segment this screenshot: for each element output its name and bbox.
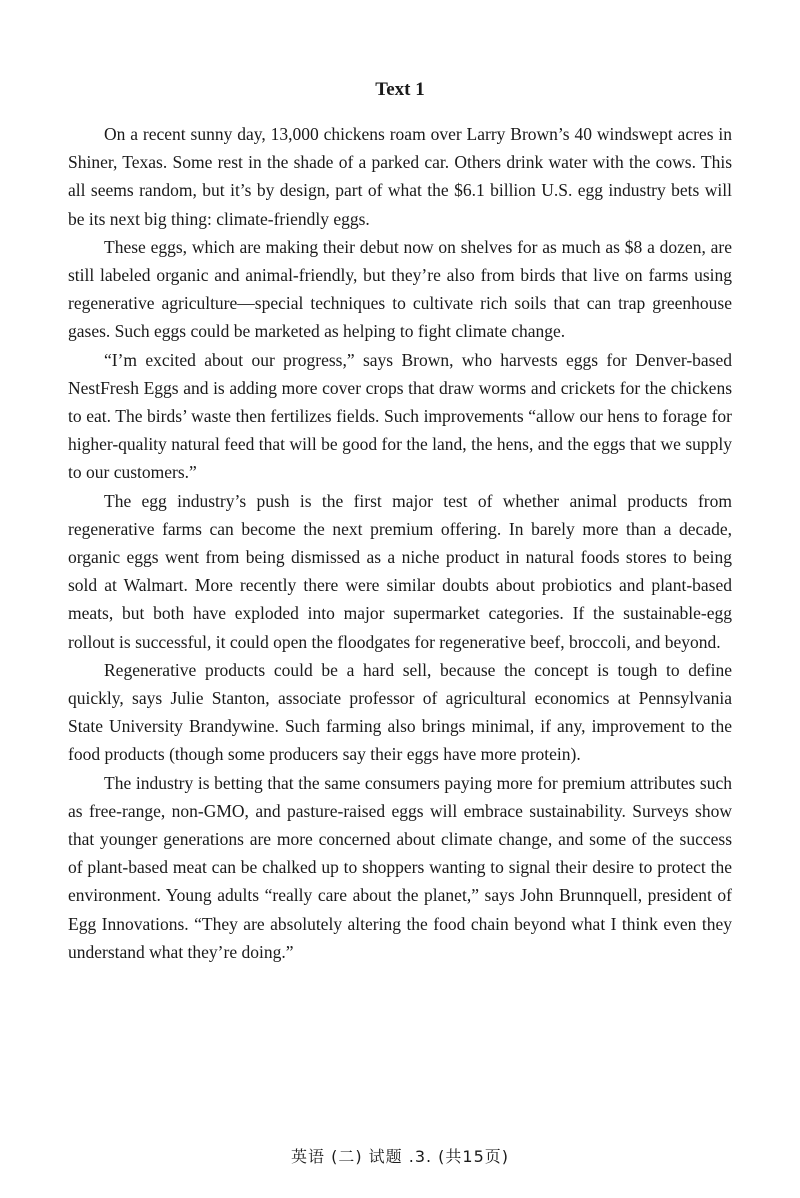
paragraph-1: On a recent sunny day, 13,000 chickens roam over Larry Brown’s 40 windswept acres in Shiner, Texas. Some rest in the shade of a parked car. Others drink water with the cows. This all seems random, but it’s by design, part of what the $6.1 billion U.S. egg industry bets will be its next big thing: climate-friendly eggs.	[68, 124, 732, 229]
page-footer: 英语 (二) 试题 .3. (共15页)	[290, 1147, 510, 1166]
paragraph-6: The industry is betting that the same consumers paying more for premium attributes such as free-range, non-GMO, and pasture-raised eggs will embrace sustainability. Surveys show that younger generations are more concerned about climate change, and some of the success of plant-based meat can be chalked up to shoppers wanting to signal their desire to protect the environment. Young adults “really care about the planet,” says John Brunnquell, president of Egg Innovations. “They are absolutely altering the food chain beyond what I think even they understand what they’re doing.”	[68, 772, 732, 962]
passage-body	[68, 120, 732, 966]
paragraph-2: These eggs, which are making their debut now on shelves for as much as $8 a dozen, are still labeled organic and animal-friendly, but they’re also from birds that live on farms using regenerative agriculture—special techniques to cultivate rich soils that can trap greenhouse gases. Such eggs could be marketed as helping to fight climate change.	[68, 236, 732, 342]
paragraph-3: “I’m excited about our progress,” says Brown, who harvests eggs for Denver-based NestFresh Eggs and is adding more cover crops that draw worms and crickets for the chickens to eat. The birds’ waste then fertilizes fields. Such improvements “allow our hens to forage for higher-quality natural feed that will be good for the land, the hens, and the eggs that we supply to our customers.”	[68, 349, 732, 483]
paragraph-5: Regenerative products could be a hard sell, because the concept is tough to define quickly, says Julie Stanton, associate professor of agricultural economics at Pennsylvania State University Brandywine. Such farming also brings minimal, if any, improvement to the food products (though some producers say their eggs have more protein).	[68, 659, 732, 765]
paragraph-4: The egg industry’s push is the first major test of whether animal products from regenerative farms can become the next premium offering. In barely more than a decade, organic eggs went from being dismissed as a niche product in natural foods stores to being sold at Walmart. More recently there were similar doubts about probiotics and plant-based meats, but both have exploded into major supermarket categories. If the sustainable-egg rollout is successful, it could open the floodgates for regenerative beef, broccoli, and beyond.	[68, 490, 732, 652]
section-title: Text 1	[375, 79, 425, 100]
